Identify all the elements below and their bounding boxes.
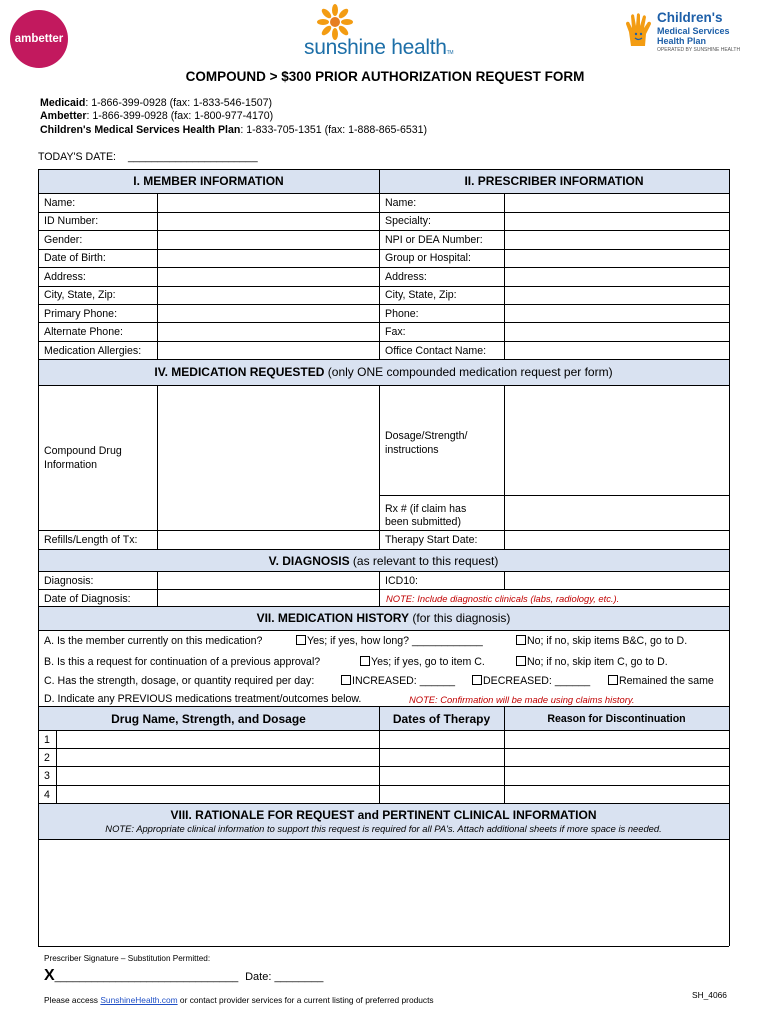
rx-number-label-line2: been submitted) [385,516,461,528]
cms-logo-line3: Health Plan [657,36,707,46]
dosage-label-line2: instructions [385,444,439,456]
todays-date: TODAY'S DATE: ______________________ [38,151,258,163]
question-b-yes[interactable]: Yes; if yes, go to item C. [360,656,485,668]
question-c-same[interactable]: Remained the same [608,675,714,687]
prescriber-city-label: City, State, Zip: [385,289,457,301]
history-row-number: 3 [44,770,50,782]
compound-drug-label-line2: Information [44,459,97,471]
question-d-note: NOTE: Confirmation will be made using claims history. [409,694,635,705]
question-c: C. Has the strength, dosage, or quantity required per day: [44,675,315,687]
dosage-input[interactable] [505,386,728,494]
sunshine-health-logo [300,4,470,60]
section-diagnosis-title: V. DIAGNOSIS (as relevant to this request) [268,554,499,568]
section-prescriber-title: II. PRESCRIBER INFORMATION [464,174,644,188]
prescriber-fax-label: Fax: [385,326,406,338]
checkbox-a-yes[interactable] [296,635,306,645]
question-d: D. Indicate any PREVIOUS medications treatment/outcomes below. [44,693,362,705]
dosage-label-line1: Dosage/Strength/ [385,430,468,442]
rationale-textarea[interactable] [39,840,728,945]
history-col-reason: Reason for Discontinuation [547,713,686,725]
member-allergies-label: Medication Allergies: [44,345,142,357]
contact-cms: Children's Medical Services Health Plan: 1-833-705-1351 (fax: 1-888-865-6531) [40,124,428,136]
member-gender-label: Gender: [44,234,83,246]
diagnosis-label: Diagnosis: [44,575,94,587]
childrens-medical-services-logo [625,10,765,53]
cms-logo-line1: Children's [657,10,723,25]
checkbox-c-same[interactable] [608,675,618,685]
refills-label: Refills/Length of Tx: [44,534,138,546]
member-dob-label: Date of Birth: [44,252,106,264]
todays-date-field[interactable]: ______________________ [127,151,258,163]
compound-drug-label-line1: Compound Drug [44,445,122,457]
contact-medicaid: Medicaid: 1-866-399-0928 (fax: 1-833-546-1507) [40,97,273,109]
prescriber-specialty-label: Specialty: [385,215,431,227]
sunshinehealth-link[interactable]: SunshineHealth.com [100,995,178,1005]
diagnosis-note: NOTE: Include diagnostic clinicals (labs, radiology, etc.). [386,593,620,604]
member-city-label: City, State, Zip: [44,289,116,301]
question-c-increased[interactable]: INCREASED: ______ [341,675,455,687]
prescriber-group-label: Group or Hospital: [385,252,471,264]
signature-line[interactable]: X______________________________ Date: ________ [44,967,324,984]
history-col-drug: Drug Name, Strength, and Dosage [111,712,306,726]
therapy-start-label: Therapy Start Date: [385,534,478,546]
form-code: SH_4066 [692,990,727,1000]
checkbox-c-decreased[interactable] [472,675,482,685]
prescriber-name-label: Name: [385,197,417,209]
question-b-no[interactable]: No; if no, skip item C, go to D. [516,656,668,668]
question-c-decreased[interactable]: DECREASED: ______ [472,675,590,687]
rx-number-label-line1: Rx # (if claim has [385,503,467,515]
checkbox-b-no[interactable] [516,656,526,666]
history-row-number: 4 [44,789,50,801]
member-id-label: ID Number: [44,215,99,227]
checkbox-c-increased[interactable] [341,675,351,685]
signature-label: Prescriber Signature – Substitution Permitted: [44,954,211,963]
cms-logo-line2: Medical Services [657,26,730,36]
contact-ambetter: Ambetter: 1-866-399-0928 (fax: 1-800-977-4170) [40,110,274,122]
history-col-dates: Dates of Therapy [392,712,491,726]
rationale-note: NOTE: Appropriate clinical information to support this request is required for all PA's. Attach additional sheets if more space is needed. [105,823,662,834]
form-title: COMPOUND > $300 PRIOR AUTHORIZATION REQUEST FORM [185,69,585,84]
diagnosis-date-label: Date of Diagnosis: [44,593,131,605]
history-row-number: 2 [44,752,50,764]
sunshine-health-logo-text: sunshine healthTM [304,36,454,59]
prescriber-npi-label: NPI or DEA Number: [385,234,483,246]
compound-drug-input[interactable] [158,386,378,529]
member-address-label: Address: [44,271,86,283]
prescriber-phone-label: Phone: [385,308,419,320]
section-medication-title: IV. MEDICATION REQUESTED (only ONE compounded medication request per form) [154,365,613,379]
signature-date[interactable]: Date: ________ [245,971,324,983]
section-member-title: I. MEMBER INFORMATION [133,174,284,188]
member-primary-phone-label: Primary Phone: [44,308,118,320]
section-history-title: VII. MEDICATION HISTORY (for this diagnosis) [256,611,511,625]
question-a: A. Is the member currently on this medication? [44,635,263,647]
history-table-inputs[interactable] [57,731,728,802]
prescriber-info-inputs[interactable] [505,194,728,358]
question-a-yes[interactable]: Yes; if yes, how long? ____________ [296,635,483,647]
hand-icon [625,12,653,46]
history-row-number: 1 [44,734,50,746]
member-name-label: Name: [44,197,76,209]
prescriber-address-label: Address: [385,271,427,283]
section-rationale-title: VIII. RATIONALE FOR REQUEST and PERTINENT CLINICAL INFORMATION [170,808,597,822]
question-b: B. Is this a request for continuation of a previous approval? [44,656,321,668]
member-info-inputs[interactable] [158,194,378,358]
sun-icon [317,4,353,40]
ambetter-logo [10,10,68,68]
ambetter-logo-text: ambetter [14,33,64,45]
cms-logo-line4: OPERATED BY SUNSHINE HEALTH [657,47,741,53]
prescriber-contact-label: Office Contact Name: [385,345,487,357]
question-a-no[interactable]: No; if no, skip items B&C, go to D. [516,635,687,647]
checkbox-b-yes[interactable] [360,656,370,666]
member-alt-phone-label: Alternate Phone: [44,326,123,338]
checkbox-a-no[interactable] [516,635,526,645]
footer-note: Please access SunshineHealth.com or contact provider services for a current listing of preferred products [44,995,434,1005]
icd10-label: ICD10: [385,575,418,587]
